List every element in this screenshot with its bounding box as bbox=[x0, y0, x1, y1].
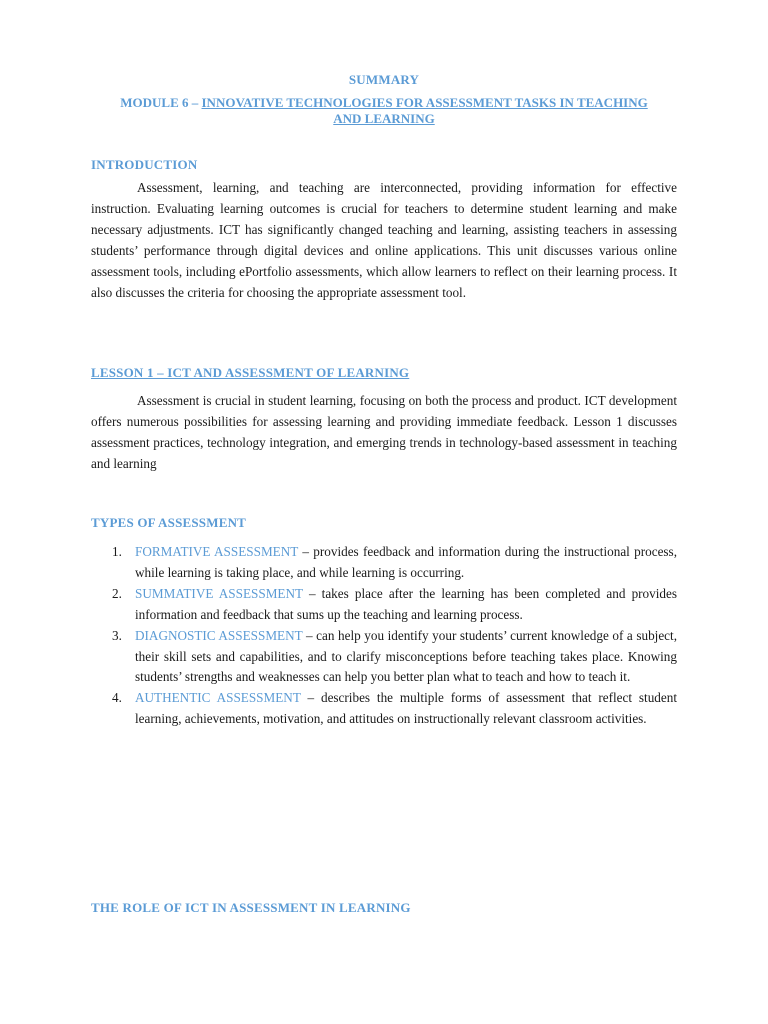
types-heading: TYPES OF ASSESSMENT bbox=[91, 515, 247, 530]
assessment-term: SUMMATIVE ASSESSMENT bbox=[135, 585, 303, 601]
list-item bbox=[91, 688, 677, 730]
introduction-heading: INTRODUCTION bbox=[91, 157, 198, 172]
list-item bbox=[91, 584, 677, 626]
list-item bbox=[91, 626, 677, 689]
assessment-description: – provides feedback and information during the instructional process, while learning is taking place, and while learning is occurring. bbox=[135, 544, 677, 580]
types-list bbox=[91, 542, 677, 730]
assessment-term: AUTHENTIC ASSESSMENT bbox=[135, 690, 301, 706]
module-prefix: MODULE 6 – bbox=[120, 95, 202, 110]
assessment-description: – describes the multiple forms of assessment that reflect student learning, achievements, motivation, and attitudes on instructionally relevant classroom activities. bbox=[135, 690, 677, 727]
list-number: 4. bbox=[112, 690, 122, 706]
assessment-term: DIAGNOSTIC ASSESSMENT bbox=[135, 627, 303, 643]
module-title bbox=[110, 95, 658, 127]
summary-title: SUMMARY bbox=[348, 72, 420, 87]
list-number: 1. bbox=[112, 544, 122, 559]
role-of-ict-heading: THE ROLE OF ICT IN ASSESSMENT IN LEARNING bbox=[91, 900, 411, 915]
list-number: 3. bbox=[112, 627, 122, 643]
list-number: 2. bbox=[112, 585, 122, 601]
lesson1-heading: LESSON 1 – ICT AND ASSESSMENT OF LEARNING bbox=[91, 365, 410, 380]
assessment-description: – can help you identify your students’ current knowledge of a subject, their skill sets and capabilities, and to clarify misconceptions before teaching takes place. Knowing students’ strengths and weaknesses can help you better plan what to teach and how to teach it. bbox=[135, 627, 677, 685]
list-item bbox=[91, 542, 677, 584]
module-title-link: INNOVATIVE TECHNOLOGIES FOR ASSESSMENT TASKS IN TEACHING AND LEARNING bbox=[201, 95, 648, 126]
assessment-term: FORMATIVE ASSESSMENT bbox=[135, 544, 299, 559]
introduction-paragraph: Assessment, learning, and teaching are interconnected, providing information for effective instruction. Evaluating learning outcomes is crucial for teachers to determine student learning and make necessary adjustments. ICT has significantly changed teaching and learning, assisting teachers in assessing students’ performance through digital devices and online applications. This unit discusses various online assessment tools, including ePortfolio assessments, which allow learners to reflect on their learning process. It also discusses the criteria for choosing the appropriate assessment tool. bbox=[91, 180, 677, 300]
assessment-description: – takes place after the learning has been completed and provides information and feedback that sums up the teaching and learning process. bbox=[135, 585, 677, 622]
lesson1-paragraph: Assessment is crucial in student learning, focusing on both the process and product. ICT development offers numerous possibilities for assessing learning and providing immediate feedback. Lesson 1 discusses assessment practices, technology integration, and emerging trends in technology-based assessment in teaching and learning bbox=[91, 393, 677, 471]
